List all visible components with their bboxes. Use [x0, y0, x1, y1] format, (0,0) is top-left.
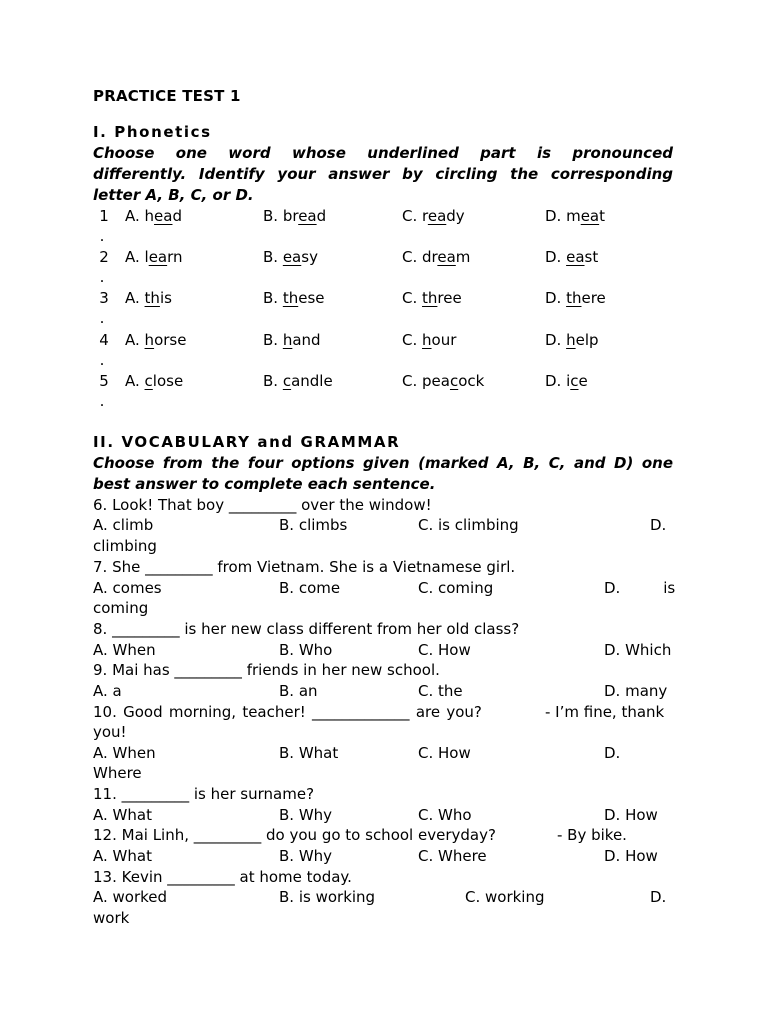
question-number-dot: .	[99, 268, 105, 286]
option-text: A. l	[125, 248, 149, 266]
option-a: A. When	[93, 744, 156, 762]
option-a: A. a	[93, 682, 122, 700]
option-a	[125, 288, 172, 308]
option-text: A.	[125, 289, 145, 307]
option-text: m	[455, 248, 471, 266]
option-c: C. How	[418, 641, 471, 659]
underlined-part: th	[566, 289, 582, 307]
option-text: D.	[545, 331, 567, 349]
option-text: d	[316, 207, 327, 225]
option-text: B.	[263, 289, 283, 307]
option-d	[545, 247, 598, 267]
option-d-continued: Where	[93, 764, 142, 782]
underlined-part: c	[449, 372, 459, 390]
question-stem: 9. Mai has _________ friends in her new school.	[93, 661, 440, 679]
option-b	[263, 330, 321, 350]
option-c	[402, 288, 462, 308]
option-d: D.	[604, 744, 621, 762]
option-text: B.	[263, 331, 283, 349]
question-reply: - By bike.	[557, 826, 627, 844]
question-number: 2	[99, 248, 109, 266]
option-a	[125, 206, 182, 226]
option-text: C.	[402, 289, 423, 307]
option-c: C. coming	[418, 579, 494, 597]
option-d-continued: work	[93, 909, 130, 927]
question-number-dot: .	[99, 392, 105, 410]
option-text: dy	[446, 207, 465, 225]
question-reply: - I’m fine, thank	[545, 703, 665, 721]
option-b: B. come	[279, 579, 341, 597]
page-title: PRACTICE TEST 1	[93, 87, 241, 105]
option-c: C. the	[418, 682, 463, 700]
option-text: C.	[402, 331, 423, 349]
option-text: A.	[125, 372, 145, 390]
option-text: B. br	[263, 207, 299, 225]
option-b	[263, 247, 318, 267]
question-stem: 13. Kevin _________ at home today.	[93, 868, 352, 886]
option-d: D. many	[604, 682, 668, 700]
option-a: A. When	[93, 641, 156, 659]
option-a	[125, 330, 186, 350]
option-d: D.	[650, 516, 667, 534]
option-text: D. m	[545, 207, 581, 225]
underlined-part: c	[144, 372, 153, 390]
option-text: ree	[437, 289, 462, 307]
option-text: ese	[298, 289, 325, 307]
option-d	[545, 206, 605, 226]
option-text: C. pea	[402, 372, 450, 390]
option-text: orse	[154, 331, 187, 349]
option-text: e	[578, 372, 588, 390]
question-stem-continued: you!	[93, 723, 127, 741]
question-stem: 7. She _________ from Vietnam. She is a Vietnamese girl.	[93, 558, 516, 576]
option-b	[263, 288, 325, 308]
option-d: D. Which	[604, 641, 672, 659]
option-b: B. Who	[279, 641, 333, 659]
underlined-part: ea	[427, 207, 447, 225]
option-text: is	[159, 289, 172, 307]
option-b: B. What	[279, 744, 339, 762]
underlined-part: ea	[298, 207, 317, 225]
option-d: D. How	[604, 847, 658, 865]
question-number: 3	[99, 289, 109, 307]
instruction-line: Choose one word whose underlined part is pronounced	[93, 144, 673, 162]
option-b: B. Why	[279, 847, 333, 865]
option-d: D. is	[604, 579, 676, 597]
option-text: t	[599, 207, 606, 225]
underlined-part: ea	[148, 248, 168, 266]
option-d: D. How	[604, 806, 658, 824]
underlined-part: ea	[580, 207, 600, 225]
option-text: andle	[291, 372, 333, 390]
option-text: C. r	[402, 207, 428, 225]
question-number: 1	[99, 207, 109, 225]
option-a	[125, 247, 183, 267]
option-text: ere	[581, 289, 606, 307]
instruction-line: best answer to complete each sentence.	[93, 475, 436, 493]
option-text: d	[172, 207, 182, 225]
option-text: D. i	[545, 372, 571, 390]
underlined-part: h	[422, 331, 432, 349]
option-text: sy	[301, 248, 318, 266]
section-heading-vocabulary: II. VOCABULARY and GRAMMAR	[93, 433, 401, 451]
underlined-part: th	[282, 289, 299, 307]
question-number-dot: .	[99, 309, 105, 327]
option-a: A. What	[93, 806, 152, 824]
option-text: C. dr	[402, 248, 438, 266]
instruction-line: Choose from the four options given (marked A, B, C, and D) one	[93, 454, 673, 472]
option-text: and	[292, 331, 321, 349]
option-d	[545, 371, 588, 391]
option-d	[545, 288, 606, 308]
option-text: st	[584, 248, 599, 266]
option-text: A. h	[125, 207, 155, 225]
option-d-continued: climbing	[93, 537, 157, 555]
option-text: B.	[263, 372, 283, 390]
question-stem: 6. Look! That boy _________ over the window!	[93, 496, 432, 514]
option-c	[402, 206, 465, 226]
question-number-dot: .	[99, 227, 105, 245]
option-c: C. Where	[418, 847, 487, 865]
option-c	[402, 330, 456, 350]
underlined-part: ea	[154, 207, 173, 225]
option-text: B.	[263, 248, 283, 266]
underlined-part: h	[282, 331, 293, 349]
underlined-part: ea	[437, 248, 456, 266]
underlined-part: c	[570, 372, 579, 390]
instruction-line: letter A, B, C, or D.	[93, 186, 254, 204]
option-text: rn	[167, 248, 183, 266]
option-d	[545, 330, 599, 350]
underlined-part: h	[566, 331, 576, 349]
underlined-part: ea	[282, 248, 302, 266]
question-stem: 8. _________ is her new class different from her old class?	[93, 620, 520, 638]
question-number-dot: .	[99, 351, 105, 369]
question-number: 4	[99, 331, 109, 349]
option-c	[402, 247, 470, 267]
instruction-line: differently. Identify your answer by circling the corresponding	[93, 165, 673, 183]
question-stem: 10. Good morning, teacher! _____________ are you?	[93, 703, 482, 721]
option-text: D.	[545, 248, 567, 266]
option-d: D.	[650, 888, 667, 906]
question-number: 5	[99, 372, 109, 390]
question-stem: 11. _________ is her surname?	[93, 785, 315, 803]
option-text: D.	[545, 289, 567, 307]
underlined-part: h	[144, 331, 155, 349]
underlined-part: th	[144, 289, 160, 307]
option-c	[402, 371, 484, 391]
option-c: C. is climbing	[418, 516, 519, 534]
option-a: A. worked	[93, 888, 168, 906]
option-b	[263, 206, 326, 226]
option-a: A. What	[93, 847, 152, 865]
option-c: C. How	[418, 744, 471, 762]
option-text: elp	[575, 331, 599, 349]
option-d-continued: coming	[93, 599, 149, 617]
option-text: our	[431, 331, 457, 349]
option-b	[263, 371, 333, 391]
option-text: ock	[458, 372, 485, 390]
option-a: A. comes	[93, 579, 162, 597]
option-c: C. Who	[418, 806, 472, 824]
option-text: A.	[125, 331, 145, 349]
underlined-part: ea	[566, 248, 585, 266]
option-text: lose	[152, 372, 184, 390]
underlined-part: th	[422, 289, 438, 307]
option-b: B. Why	[279, 806, 333, 824]
section-heading-phonetics: I. Phonetics	[93, 123, 212, 141]
option-b: B. is working	[279, 888, 376, 906]
underlined-part: c	[282, 372, 292, 390]
option-b: B. climbs	[279, 516, 348, 534]
option-c: C. working	[465, 888, 545, 906]
option-a	[125, 371, 183, 391]
question-stem: 12. Mai Linh, _________ do you go to school everyday?	[93, 826, 496, 844]
option-b: B. an	[279, 682, 318, 700]
option-a: A. climb	[93, 516, 154, 534]
